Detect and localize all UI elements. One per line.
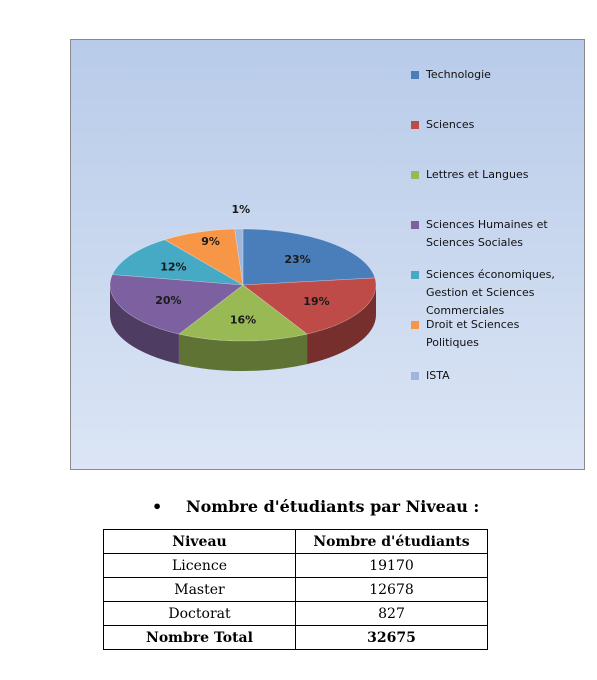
- pie-label-sciences: 19%: [303, 294, 330, 308]
- row-level: Doctorat: [104, 602, 296, 626]
- legend-label: Sciences: [426, 118, 475, 131]
- table-row: [104, 602, 488, 626]
- column-header-nombre: Nombre d'étudiants: [296, 530, 488, 554]
- legend-item-lettres-et-langues: [411, 166, 579, 184]
- total-label: Nombre Total: [104, 626, 296, 650]
- pie-label-ista: 1%: [231, 203, 251, 216]
- legend-swatch: [411, 221, 419, 229]
- section-title: Nombre d'étudiants par Niveau :: [186, 497, 480, 516]
- legend-item-sciences-economiques-gestion-et-sciences-commerciales: [411, 266, 579, 320]
- row-level: Master: [104, 578, 296, 602]
- row-level: Licence: [104, 554, 296, 578]
- legend-swatch: [411, 171, 419, 179]
- legend-swatch: [411, 372, 419, 380]
- legend-label: Sciences économiques,: [426, 268, 555, 281]
- column-header-niveau: Niveau: [104, 530, 296, 554]
- row-count: 19170: [296, 554, 488, 578]
- pie-label-sciences-economiques-gestion-et-sciences-commerciales: 12%: [160, 260, 187, 274]
- pie-chart-svg: [71, 40, 586, 471]
- legend-label: Gestion et Sciences: [426, 286, 535, 299]
- legend-label: Droit et Sciences: [426, 318, 520, 331]
- table-row: [104, 554, 488, 578]
- legend-swatch: [411, 271, 419, 279]
- pie-label-technologie: 23%: [284, 252, 311, 266]
- legend-swatch: [411, 71, 419, 79]
- legend-label: Politiques: [426, 336, 479, 349]
- pie-label-droit-et-sciences-politiques: 9%: [201, 235, 220, 249]
- row-count: 827: [296, 602, 488, 626]
- pie-label-sciences-humaines-et-sciences-sociales: 20%: [155, 293, 182, 307]
- legend-item-droit-et-sciences-politiques: [411, 316, 579, 352]
- table-row: [104, 578, 488, 602]
- total-count: 32675: [296, 626, 488, 650]
- table-header-row: [104, 530, 488, 554]
- legend-item-ista: [411, 367, 579, 385]
- table-total-row: [104, 626, 488, 650]
- legend-item-technologie: [411, 66, 579, 84]
- students-by-level-table: [103, 529, 488, 650]
- pie-chart: [70, 39, 585, 470]
- legend-label: Sciences Humaines et: [426, 218, 548, 231]
- row-count: 12678: [296, 578, 488, 602]
- legend-label: ISTA: [426, 369, 450, 382]
- legend-label: Lettres et Langues: [426, 168, 529, 181]
- legend-item-sciences-humaines-et-sciences-sociales: [411, 216, 579, 252]
- legend-swatch: [411, 121, 419, 129]
- legend-label: Commerciales: [426, 304, 505, 317]
- bullet-icon: •: [152, 497, 163, 516]
- pie-label-lettres-et-langues: 16%: [229, 313, 257, 327]
- legend-label: Sciences Sociales: [426, 236, 523, 249]
- legend-item-sciences: [411, 116, 579, 134]
- legend-label: Technologie: [426, 68, 491, 81]
- legend-swatch: [411, 321, 419, 329]
